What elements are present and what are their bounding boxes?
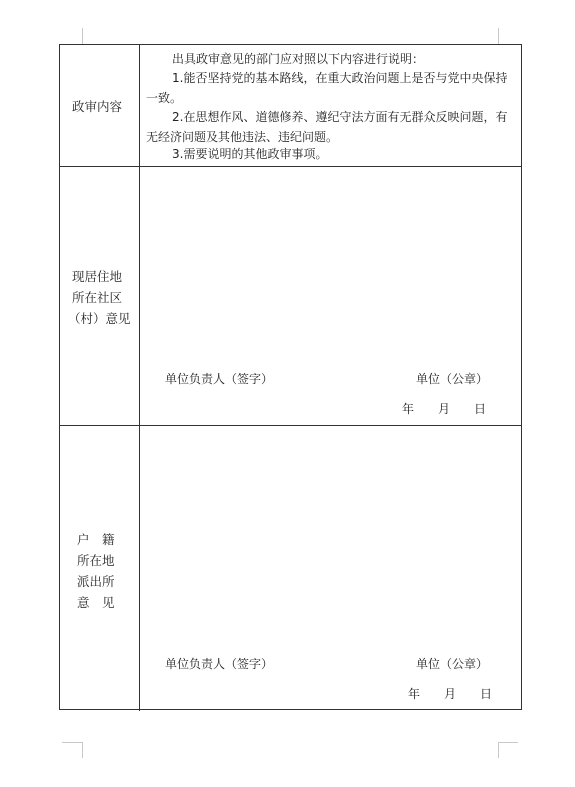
political-review-form-table: [59, 44, 522, 710]
police-seal-label: 单位（公章）: [416, 657, 489, 671]
police-date-label: 年 月 日: [408, 687, 493, 701]
police-label-line-3: 派出所: [77, 574, 115, 589]
community-label-line-1: 现居住地: [72, 269, 123, 284]
community-opinion-row: [60, 167, 521, 426]
community-opinion-cell[interactable]: [140, 167, 521, 425]
review-intro: 出具政审意见的部门应对照以下内容进行说明：: [172, 52, 425, 66]
review-content-row: [60, 45, 521, 167]
review-item-1: 1.能否坚持党的基本路线，在重大政治问题上是否与党中央保持一致。: [146, 71, 508, 105]
police-label-line-2: 所在地: [77, 553, 115, 568]
police-station-opinion-row: [60, 426, 521, 711]
police-label-cell: [60, 426, 140, 711]
community-signer-label: 单位负责人（签字）: [165, 372, 274, 386]
community-date-label: 年 月 日: [402, 402, 487, 416]
community-seal-label: 单位（公章）: [416, 372, 489, 386]
review-content-cell: [140, 45, 521, 166]
community-label-cell: [60, 167, 140, 425]
police-opinion-cell[interactable]: [140, 426, 521, 711]
police-label-line-1: 户 籍: [77, 532, 115, 547]
review-content-label-cell: [60, 45, 140, 166]
police-signer-label: 单位负责人（签字）: [165, 657, 274, 671]
police-label-line-4: 意 见: [77, 595, 115, 610]
review-content-label: 政审内容: [72, 99, 123, 114]
community-label-line-3: （村）意见: [68, 311, 131, 326]
review-item-2: 2.在思想作风、道德修养、遵纪守法方面有无群众反映问题，有无经济问题及其他违法、违纪问题。: [146, 110, 508, 144]
review-item-3: 3.需要说明的其他政审事项。: [172, 147, 328, 161]
community-label-line-2: 所在社区: [72, 290, 123, 305]
